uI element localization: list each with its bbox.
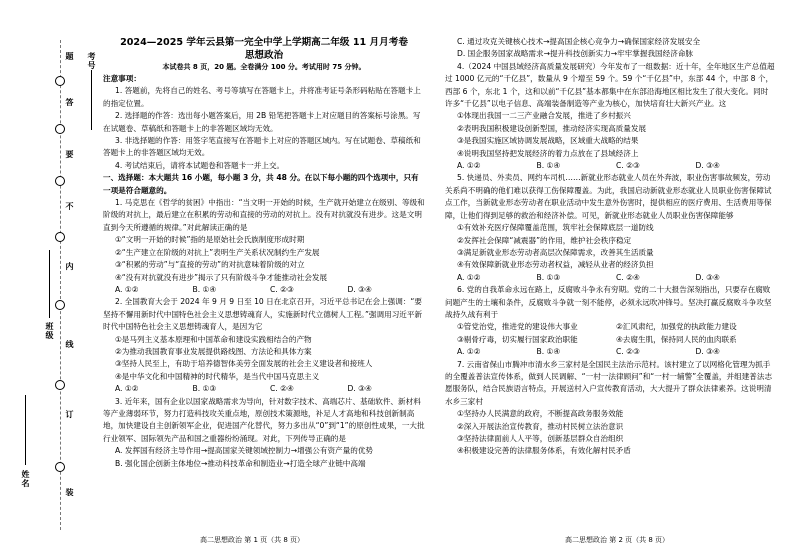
statement-option: ④“没有对抗就没有进步”揭示了只有阶级斗争才能推动社会发展 [115, 272, 328, 282]
statement-option: ②“生产建立在阶级的对抗上”表明生产关系状况制约生产发展 [115, 247, 320, 257]
choice-a: A. ①② [115, 384, 139, 394]
right-column [445, 36, 775, 458]
statement-option: ①有效补充医疗保障覆盖范围，筑牢社会保障底层一道防线 [457, 223, 654, 233]
letter-option: A. 发挥国有经济主导作用→提高国家关键领域控制力→增强公有资产量的优势 [115, 446, 374, 456]
question-stem: 6. 党的自我革命永远在路上，反腐败斗争永有穷期。党的二十大报告深刻指出，只要存在腐败问题产生的土壤和条件，反腐败斗争就一刻不能停，必须永远吹冲锋号。坚决打赢反腐败斗争攻坚战持久战有利于 [445, 285, 772, 319]
choice-b: B. ①④ [536, 347, 561, 357]
notice-heading: 注意事项： [103, 74, 141, 83]
statement-option: ②发挥社会保障“减震器”的作用，维护社会秩序稳定 [457, 235, 632, 245]
seal-word: 订 [65, 410, 74, 419]
answer-choices [103, 383, 425, 395]
exam-subject: 思想政治 [244, 50, 284, 61]
statement-option: ③坚持法律面前人人平等，创新基层群众自治组织 [457, 434, 624, 443]
statement-option: ②深入开展法治宣传教育，推动村民树立法治意识 [457, 421, 624, 431]
statement-option: ③坚持人民至上，有助于培养德智体美劳全面发展的社会主义建设者和接班人 [115, 359, 373, 369]
question-stem: 3. 近年来，国有企业以国家战略需求为导向，针对数字技术、高端芯片、基础软件、新材料等产业薄弱环节，努力打造科技攻关重点地，原创技术策源地，补足人才高地和科技创新制高地，加快建设自主创新领军企业，促进国产化替代，努力多出从“0”到“1”的原创性成果，一大批行业领军、国际领先产品和国之重器纷纷涌现。对此，下列传导正确的是 [103, 396, 425, 443]
exam-number-label: 考号 [87, 52, 96, 70]
answer-choices [445, 272, 775, 284]
question-stem: 7. 云南省保山市腾冲市清水乡三家村是全国民主法治示范村。该村建立了以网格化管理为抓手的全覆盖普法宣传体系，做到人民调解、“一村一法律顾问”和“一村一辅警”全覆盖，并组建普法志愿服务队，结合民族语言特点，开展送村入户宣传教育活动，大大提升了群众法律素养。这说明清水乡三家村 [445, 359, 773, 406]
question-stem: 4.（2024 中国县域经济高质量发展研究）今年发布了一组数据：近十年，全年地区生产总值超过 1000 亿元的“千亿县”，数量从 9 个增至 59 个。59 个“千亿县”中，东部 44 个，中部 8 个，西部 6 个，东北 1 个，这和以前“千亿县”基本都集中在东部沿海地区相比发生了很大变化。同时许多“千亿县”以电子信息、高端装备制造等产业为核心，加快培育壮大新兴产业。这 [445, 61, 775, 109]
answer-choices [103, 284, 425, 296]
statement-option: ④是中华文化和中国精神的时代精华，是当代中国马克思主义 [115, 371, 320, 381]
question-2 [103, 296, 425, 395]
question-3 [103, 396, 425, 470]
seal-word: 不 [65, 202, 74, 211]
notice-item: 1. 答题前，先将自己的姓名、考号等填写在答题卡上，并将准考证号条形码粘贴在答题卡上的指定位置。 [103, 86, 421, 108]
seal-circle [55, 124, 65, 134]
letter-option: D. 国企服务国家战略需求→提升科技创新实力→牢牢掌握我国经济命脉 [457, 49, 694, 59]
section-heading: 一、选择题：本大题共 16 小题，每小题 3 分，共 48 分。在以下每小题的四个选项中，只有一项是符合题意的。 [103, 173, 419, 195]
statement-option: ①是马列主义基本原理和中国革命和建设实践相结合的产物 [115, 334, 312, 344]
statement-option-row [445, 334, 775, 346]
statement-option: ①“文明一开始的时候”指的是原始社会氏族制度形成时期 [115, 235, 305, 245]
seal-circle [55, 76, 65, 86]
choice-d: D. ③④ [347, 284, 372, 294]
choice-d: D. ③④ [695, 347, 720, 357]
statement-option: ②为推动我国教育事业发展提供路线图、方法论和具体方案 [115, 346, 312, 356]
question-stem: 5. 快递员、外卖员、网约车司机……新就业形态就业人员在外奔波，职业伤害事故频发，劳动关系尚不明确的他们难以获得工伤保障覆盖。为此，我国启动新就业形态就业人员职业伤害保障试点工作，当新就业形态劳动者在职业活动中发生意外伤害时，提供相应的医疗费用、生活费用等保障，让他们得到足够的救治和经济补偿。可见，新就业形态就业人员职业伤害保障能够 [445, 173, 772, 220]
binding-margin [0, 0, 100, 551]
question-4 [445, 61, 775, 173]
seal-word: 装 [65, 488, 74, 497]
class-label: 班级 [45, 322, 54, 340]
left-column [103, 36, 425, 470]
notice-item: 3. 非选择题的作答：用签字笔直接写在答题卡上对应的答题区域内。写在试题卷、草稿纸和答题卡上的非答题区域均无效。 [103, 136, 421, 158]
seal-line [60, 40, 61, 530]
page-footer-right: 高二思想政治 第 2 页（共 8 页） [565, 536, 670, 544]
page-footer-left: 高二思想政治 第 1 页（共 8 页） [200, 536, 305, 544]
statement-option: ③满足新就业形态劳动者高层次保障需求，改善其生活质量 [457, 247, 654, 257]
choice-b: B. ①③ [536, 272, 561, 282]
seal-word: 内 [65, 262, 74, 271]
statement-option: ④积极建设完善的法律服务体系，有效化解村民矛盾 [457, 446, 631, 456]
question-3-continued [445, 36, 775, 61]
question-6 [445, 284, 775, 358]
exam-info: 本试卷共 8 页，20 题。全卷满分 100 分。考试用时 75 分钟。 [162, 63, 366, 71]
letter-option: C. 通过攻克关键核心技术→提高国企核心竞争力→确保国家经济发展安全 [457, 37, 701, 46]
question-7 [445, 359, 775, 458]
statement-option: ①管党治党，推进党的建设伟大事业 [457, 322, 578, 332]
seal-word: 答 [65, 98, 74, 107]
name-field[interactable] [25, 395, 26, 465]
choice-a: A. ①② [457, 272, 481, 282]
statement-option: ②汇风肃纪，加强党的执政能力建设 [616, 322, 737, 332]
choice-c: C. ②③ [270, 284, 294, 294]
choice-c: C. ②④ [616, 272, 640, 282]
statement-option: ①体现出我国一二三产业融合发展，推进了乡村振兴 [457, 111, 631, 121]
seal-circle [55, 176, 65, 186]
statement-option: ④去腐生肌，保持同人民的血肉联系 [616, 334, 737, 344]
choice-b: B. ①④ [536, 161, 561, 171]
choice-c: C. ②③ [616, 347, 640, 357]
choice-b: B. ①③ [192, 384, 217, 394]
choice-a: A. ①② [115, 284, 139, 294]
statement-option: ③剔骨疗毒，切实履行国家政治职能 [457, 334, 578, 344]
notice-item: 2. 选择题的作答：选出每小题答案后，用 2B 铅笔把答题卡上对应题目的答案标号涂黑。写在试题卷、草稿纸和答题卡上的非答题区域均无效。 [103, 111, 421, 133]
exam-title: 2024—2025 学年云县第一完全中学上学期高二年级 11 月月考卷 [120, 37, 408, 48]
statement-option-row [445, 321, 775, 333]
seal-word: 题 [65, 52, 74, 61]
seal-circle [55, 380, 65, 390]
statement-option: ②表明我国积极建设创新型国，推动经济实现高质量发展 [457, 123, 647, 133]
question-5 [445, 172, 775, 284]
question-1 [103, 197, 425, 296]
choice-d: D. ③④ [695, 272, 720, 282]
statement-option: ④说明我国坚持把发展经济的着力点放在了县域经济上 [457, 148, 639, 158]
seal-circle [55, 300, 65, 310]
letter-option: B. 强化国企创新主体地位→推动科技革命和制造业→打造全球产业链中高端 [115, 458, 366, 468]
choice-b: B. ①④ [192, 284, 217, 294]
seal-word: 线 [65, 340, 74, 349]
seal-circle [55, 462, 65, 472]
question-stem: 1. 马克思在《哲学的贫困》中指出：“当文明一开始的时候，生产就开始建立在级别、等级和阶级的对抗上，最后建立在积累的劳动和直接的劳动的对抗上。没有对抗就没有进步。这是文明直到今天所遵循的规律。”对此解读正确的是 [103, 198, 425, 232]
statement-option: ④有效保障新就业形态劳动者权益，减轻从业者的经济负担 [457, 260, 654, 270]
choice-c: C. ②③ [616, 161, 640, 171]
exam-number-field[interactable] [91, 70, 92, 130]
class-field[interactable] [49, 250, 50, 318]
choice-d: D. ③④ [695, 161, 720, 171]
question-stem: 2. 全国教育大会于 2024 年 9 月 9 日至 10 日在北京召开，习近平总书记在会上强调：“要坚持不懈用新时代中国特色社会主义思想铸魂育人，实施新时代立德树人工程。”强调用习近平新时代中国特色社会主义思想铸魂育人，是因为它 [103, 297, 423, 332]
choice-a: A. ①② [457, 161, 481, 171]
seal-word: 要 [65, 150, 74, 159]
choice-a: A. ①② [457, 347, 481, 357]
statement-option: ①坚持办人民满意的政府，不断提高政务服务效能 [457, 409, 624, 419]
answer-choices [445, 160, 775, 172]
answer-choices [445, 346, 775, 358]
seal-circle [55, 232, 65, 242]
notice-item: 4. 考试结束后，请将本试题卷和答题卡一并上交。 [115, 160, 285, 170]
choice-d: D. ③④ [347, 384, 372, 394]
name-label: 姓名 [21, 470, 30, 488]
statement-option: ③是我国实施区域协调发展战略，区域重大战略的结果 [457, 136, 639, 146]
choice-c: C. ②④ [270, 384, 294, 394]
statement-option: ③“积累的劳动”与“直接的劳动”的对抗意味着阶级的对立 [115, 260, 305, 270]
